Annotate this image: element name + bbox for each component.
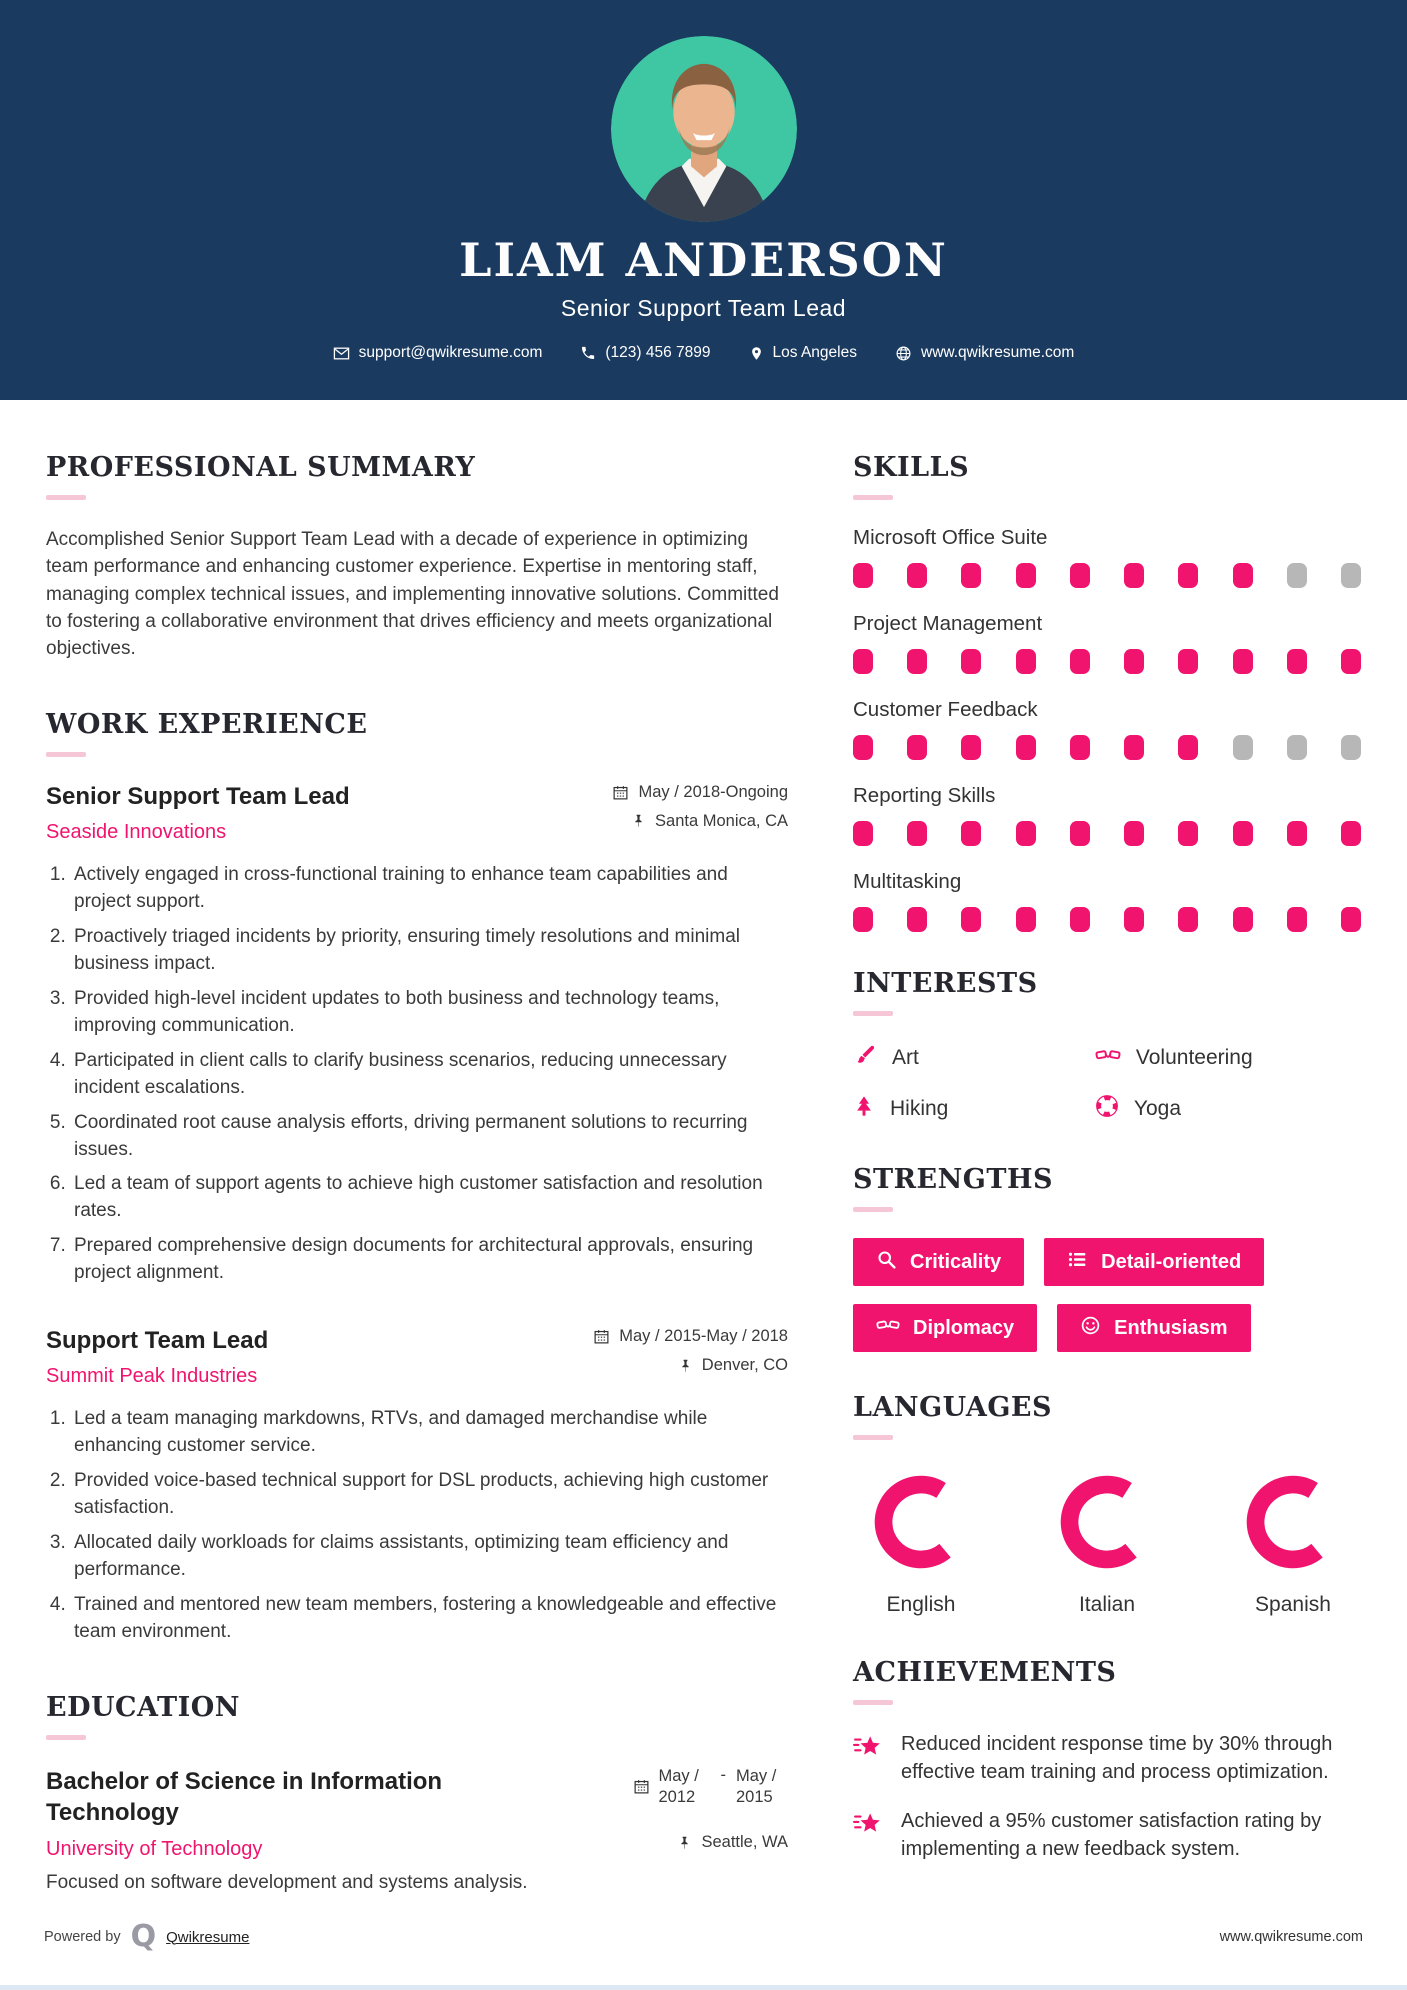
interest-item [853, 1042, 1095, 1074]
skills-heading: SKILLS [853, 452, 970, 483]
strengths-heading: STRENGTHS [853, 1164, 1053, 1195]
job-location-text: Santa Monica, CA [655, 811, 788, 830]
strength-label: Detail-oriented [1101, 1250, 1242, 1273]
section-education [46, 1692, 788, 1894]
skill-row [853, 784, 1361, 846]
skill-dot [1233, 821, 1253, 846]
skill-dot [1178, 649, 1198, 674]
language-label: Italian [1078, 1593, 1136, 1616]
main-content [0, 400, 1407, 1940]
footer [0, 1907, 1407, 1985]
skill-dot [1016, 649, 1036, 674]
work-heading: WORK EXPERIENCE [46, 708, 368, 740]
interest-item [853, 1094, 1095, 1124]
skill-dot [1341, 821, 1361, 846]
job-location [593, 1356, 788, 1375]
contact-phone [580, 344, 710, 362]
strength-label: Criticality [910, 1250, 1002, 1273]
header [0, 0, 1407, 400]
heading-underline [46, 1735, 86, 1740]
email-icon [333, 345, 350, 362]
skill-dot [1341, 735, 1361, 760]
education-dates [633, 1766, 789, 1807]
phone-icon [580, 345, 596, 361]
shooting-star-icon [853, 1808, 883, 1863]
strength-chip [853, 1304, 1037, 1352]
candidate-name: LIAM ANDERSON [459, 233, 948, 287]
skill-dot [907, 563, 927, 588]
education-degree: Bachelor of Science in Information Technology [46, 1768, 443, 1827]
language-ring [1055, 1470, 1159, 1574]
achievement-text: Reduced incident response time by 30% through effective team training and process optimization. [901, 1733, 1333, 1783]
skill-row [853, 526, 1361, 588]
language-ring [869, 1470, 973, 1574]
job-dates-text: May / 2018-Ongoing [638, 782, 788, 801]
job-bullet-list [46, 862, 788, 1288]
education-heading: EDUCATION [46, 1692, 240, 1724]
job-bullet: 6. Led a team of support agents to achieve high customer satisfaction and resolution rates. [71, 1171, 788, 1225]
job-bullet: 1. Actively engaged in cross-functional training to enhance team capabilities and project support. [71, 862, 788, 916]
skill-dot [1070, 649, 1090, 674]
skill-rating [853, 821, 1361, 846]
contact-location-text: Los Angeles [772, 344, 857, 361]
job-company: Summit Peak Industries [46, 1365, 258, 1388]
skill-rating [853, 907, 1361, 932]
interest-label: Hiking [890, 1097, 949, 1120]
skill-name: Multitasking [853, 870, 962, 893]
handshake-icon [876, 1313, 900, 1343]
heading-underline [853, 1435, 893, 1440]
section-work-experience [46, 709, 788, 1646]
skill-rating [853, 563, 1361, 588]
interest-item [1095, 1042, 1361, 1074]
job-bullet: 5. Coordinated root cause analysis efforts, driving permanent solutions to recurring issues. [71, 1110, 788, 1164]
education-location [633, 1833, 789, 1852]
calendar-icon [612, 784, 629, 801]
list-icon [1067, 1249, 1088, 1276]
skill-dot [1233, 649, 1253, 674]
strength-chip [853, 1238, 1024, 1286]
skill-dot [1070, 821, 1090, 846]
skill-name: Reporting Skills [853, 784, 996, 807]
lifebuoy-icon [1095, 1094, 1119, 1124]
skill-dot [961, 907, 981, 932]
contact-website-text: www.qwikresume.com [921, 344, 1075, 361]
job-bullet: 3. Provided high-level incident updates to both business and technology teams, improving communication. [71, 986, 788, 1040]
heading-underline [46, 752, 86, 757]
handshake-icon [1095, 1042, 1121, 1074]
interest-label: Volunteering [1135, 1046, 1253, 1069]
job-entry [46, 783, 788, 1288]
section-skills [853, 452, 1361, 932]
job-entry [46, 1327, 788, 1646]
skill-dot [1233, 563, 1253, 588]
calendar-icon [633, 1778, 650, 1795]
contact-email-text: support@qwikresume.com [358, 344, 543, 361]
location-icon [749, 345, 764, 362]
contact-website[interactable] [895, 344, 1074, 362]
skill-dot [1341, 907, 1361, 932]
skill-dot [1016, 907, 1036, 932]
skill-dot [907, 907, 927, 932]
paintbrush-icon [853, 1043, 877, 1073]
languages-heading: LANGUAGES [853, 1392, 1052, 1423]
avatar [611, 36, 797, 222]
skill-dot [1124, 649, 1144, 674]
skill-dot [1124, 821, 1144, 846]
shooting-star-icon [853, 1731, 883, 1786]
qwikresume-link[interactable]: Qwikresume [166, 1928, 250, 1946]
interest-label: Art [892, 1046, 919, 1069]
section-interests [853, 968, 1361, 1124]
heading-underline [853, 1207, 893, 1212]
job-bullet: 2. Proactively triaged incidents by priority, ensuring timely resolutions and minimal business impact. [71, 924, 788, 978]
candidate-title: Senior Support Team Lead [560, 295, 847, 321]
language-item [861, 1470, 981, 1617]
job-bullet: 3. Allocated daily workloads for claims assistants, optimizing team efficiency and performance. [71, 1530, 788, 1584]
heading-underline [853, 1700, 893, 1705]
job-bullet-list [46, 1406, 788, 1646]
left-column [46, 452, 788, 1940]
powered-by-label: Powered by [44, 1929, 121, 1945]
job-location-text: Denver, CO [701, 1356, 788, 1375]
magnifier-icon [876, 1249, 897, 1276]
pushpin-icon [677, 1835, 692, 1851]
interest-item [1095, 1094, 1361, 1124]
education-location-text: Seattle, WA [701, 1833, 788, 1852]
section-strengths [853, 1164, 1361, 1352]
job-dates [593, 1327, 788, 1346]
skill-dot [1287, 649, 1307, 674]
skill-dot [961, 649, 981, 674]
job-bullet: 2. Provided voice-based technical support for DSL products, achieving high customer satisfaction. [71, 1468, 788, 1522]
right-column [853, 452, 1361, 1940]
job-dates [612, 783, 788, 802]
date-separator: - [720, 1766, 726, 1785]
skill-dot [1070, 907, 1090, 932]
contact-location [749, 344, 857, 362]
qwikresume-logo: Q [130, 1919, 157, 1954]
job-bullet: 7. Prepared comprehensive design documents for architectural approvals, ensuring project alignment. [71, 1233, 788, 1287]
section-professional-summary [46, 452, 788, 663]
contact-phone-text: (123) 456 7899 [605, 344, 711, 361]
skill-dot [1178, 563, 1198, 588]
smiley-icon [1080, 1315, 1101, 1342]
skill-dot [961, 563, 981, 588]
skill-row [853, 698, 1361, 760]
skill-dot [1341, 563, 1361, 588]
skill-dot [1124, 563, 1144, 588]
skill-rating [853, 735, 1361, 760]
achievement-item [853, 1731, 1361, 1786]
heading-underline [853, 495, 893, 500]
job-company: Seaside Innovations [46, 820, 227, 843]
skill-dot [1233, 735, 1253, 760]
skill-dot [1341, 649, 1361, 674]
language-item [1047, 1470, 1167, 1617]
skill-dot [907, 821, 927, 846]
heading-underline [853, 1011, 893, 1016]
education-note: Focused on software development and systems analysis. [46, 1872, 528, 1894]
skill-dot [853, 821, 873, 846]
skill-dot [1287, 907, 1307, 932]
pushpin-icon [678, 1358, 693, 1374]
skill-row [853, 870, 1361, 932]
skill-dot [1178, 907, 1198, 932]
skill-rating [853, 649, 1361, 674]
achievement-item [853, 1808, 1361, 1863]
achievements-heading: ACHIEVEMENTS [853, 1657, 1117, 1688]
skill-row [853, 612, 1361, 674]
summary-heading: PROFESSIONAL SUMMARY [46, 452, 476, 483]
skill-dot [853, 649, 873, 674]
skill-dot [1178, 735, 1198, 760]
skill-name: Microsoft Office Suite [853, 526, 1048, 549]
skill-dot [1124, 907, 1144, 932]
contact-row [0, 344, 1407, 362]
section-languages [853, 1392, 1361, 1617]
skill-dot [1016, 821, 1036, 846]
job-title: Support Team Lead [46, 1327, 269, 1355]
skill-dot [1124, 735, 1144, 760]
avatar-photo [611, 36, 797, 222]
section-achievements [853, 1657, 1361, 1863]
skill-dot [1016, 735, 1036, 760]
skill-dot [1287, 821, 1307, 846]
calendar-icon [593, 1328, 610, 1345]
skill-dot [1178, 821, 1198, 846]
job-title: Senior Support Team Lead [46, 782, 350, 810]
interests-heading: INTERESTS [853, 968, 1038, 999]
skill-dot [961, 735, 981, 760]
skill-dot [1287, 563, 1307, 588]
interest-label: Yoga [1133, 1097, 1182, 1120]
pine-tree-icon [853, 1094, 875, 1124]
skill-name: Project Management [853, 612, 1043, 635]
education-date-end: May / 2015 [736, 1767, 777, 1806]
job-bullet: 4. Trained and mentored new team members, fostering a knowledgeable and effective team environment. [71, 1592, 788, 1646]
skill-dot [853, 563, 873, 588]
skill-dot [853, 907, 873, 932]
skill-dot [961, 821, 981, 846]
strength-label: Enthusiasm [1114, 1316, 1228, 1339]
language-label: English [886, 1593, 956, 1616]
skill-dot [907, 649, 927, 674]
language-label: Spanish [1255, 1593, 1331, 1616]
skill-dot [1070, 563, 1090, 588]
heading-underline [46, 495, 86, 500]
pushpin-icon [631, 813, 646, 829]
language-ring [1241, 1470, 1345, 1574]
job-location [612, 812, 788, 831]
strength-label: Diplomacy [913, 1316, 1015, 1339]
skill-dot [853, 735, 873, 760]
skill-dot [1233, 907, 1253, 932]
strength-chip [1044, 1238, 1264, 1286]
education-date-start: May / 2012 [658, 1767, 699, 1806]
education-school: University of Technology [46, 1838, 263, 1861]
skill-dot [907, 735, 927, 760]
skill-name: Customer Feedback [853, 698, 1038, 721]
footer-site-link[interactable]: www.qwikresume.com [1219, 1929, 1363, 1945]
achievement-text: Achieved a 95% customer satisfaction rating by implementing a new feedback system. [901, 1810, 1322, 1860]
job-bullet: 4. Participated in client calls to clarify business scenarios, reducing unnecessary incident escalations. [71, 1048, 788, 1102]
contact-email[interactable] [333, 344, 543, 362]
summary-text: Accomplished Senior Support Team Lead with a decade of experience in optimizing team performance and enhancing customer experience. Expertise in mentoring staff, managing complex technical issues, and implementing innovative solutions. Committed to fostering a collaborative environment that drives efficiency and meets organizational objectives. [46, 529, 779, 660]
strength-chip [1057, 1304, 1250, 1352]
skill-dot [1070, 735, 1090, 760]
job-dates-text: May / 2015-May / 2018 [619, 1327, 788, 1346]
job-bullet: 1. Led a team managing markdowns, RTVs, and damaged merchandise while enhancing customer service. [71, 1406, 788, 1460]
language-item [1233, 1470, 1353, 1617]
skill-dot [1016, 563, 1036, 588]
globe-icon [895, 345, 912, 362]
skill-dot [1287, 735, 1307, 760]
